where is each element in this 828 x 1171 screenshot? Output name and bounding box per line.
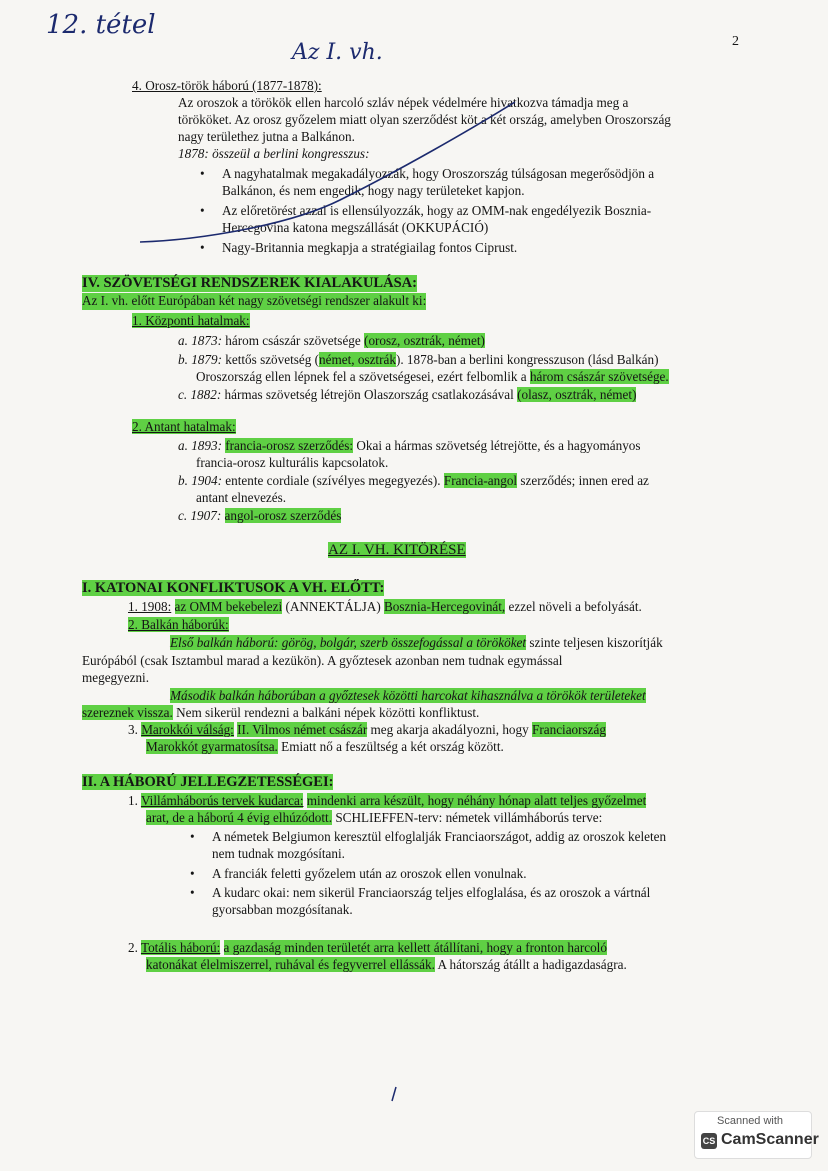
s-i-l1 <box>128 599 642 616</box>
s-i-l2a-hl: Első balkán háború: görög, bolgár, szerb összefogással a törököket <box>170 635 527 650</box>
s-i-heading <box>82 580 384 597</box>
c2a-text: Okai a hármas szövetség létrejötte, és a hagyományos <box>356 438 641 453</box>
s4-bullet2b: Hercegovina katona megszállását (OKKUPÁCIÓ) <box>222 220 489 235</box>
c1b-hl: német, osztrák <box>319 352 396 367</box>
s-i-l2b-hl: Második balkán háborúban a győztesek közötti harcokat kihasználva a törökök területeket <box>170 688 646 703</box>
c2a-year: a. 1893: <box>178 438 222 453</box>
main-title-text: AZ I. VH. KITÖRÉSE <box>328 542 466 558</box>
s-ii-b1b: nem tudnak mozgósítani. <box>212 846 345 861</box>
s-i-l1-hl1: az OMM bekebelezi <box>174 599 283 614</box>
c1a-hl: (orosz, osztrák, német) <box>364 333 485 348</box>
c2c-year: c. 1907: <box>178 508 222 523</box>
c2c-hl: angol-orosz szerződés <box>224 508 342 523</box>
s4-bullet2a: • Az előretörést azzal is ellensúlyozzák, hogy az OMM-nak engedélyezik Bosznia- <box>222 203 651 220</box>
c1a-text: három császár szövetsége <box>225 333 361 348</box>
s-iv-c1-label: 1. Központi hatalmak: <box>132 313 250 328</box>
s-iv-c2c <box>178 508 341 525</box>
handwritten-mark <box>388 1086 400 1102</box>
c1b-pre: kettős szövetség ( <box>225 352 320 367</box>
s-iv-c2-label: 2. Antant hatalmak: <box>132 419 236 434</box>
s-ii-heading-text: II. A HÁBORÚ JELLEGZETESSÉGEI: <box>82 774 334 790</box>
s-ii-l2b <box>146 957 627 974</box>
s-i-l2b2-post: Nem sikerül rendezni a balkáni népek közötti konfliktust. <box>176 705 480 720</box>
c1c-text: hármas szövetség létrejön Olaszország csatlakozásával <box>224 387 514 402</box>
s-i-l3-hl1: Marokkói válság: <box>141 722 234 737</box>
s-ii-b3b: gyorsabban mozgósítanak. <box>212 902 353 917</box>
s-iv-c2 <box>132 419 236 436</box>
camscanner-logo-icon: CS <box>701 1133 717 1149</box>
handwritten-note-topic: 12. tétel <box>46 10 156 40</box>
s-ii-l2-hl2: a gazdaság minden területét arra kellett átállítani, hogy a fronton harcoló <box>223 940 607 955</box>
c1c-year: c. 1882: <box>178 387 222 402</box>
c1b-post: ). 1878-ban a berlini kongresszuson (lásd Balkán) <box>395 352 659 367</box>
s4-p2: törököket. Az orosz győzelem miatt olyan szerződést köt a két ország, amelyben Oroszország <box>178 112 671 127</box>
s4-bullet1b: Balkánon, és nem engedik, hogy nagy területeket kapjon. <box>222 183 525 198</box>
s-i-l3 <box>128 722 606 739</box>
s-iv-c2b <box>178 473 649 490</box>
s-i-l2 <box>128 617 229 634</box>
c1b-year: b. 1879: <box>178 352 222 367</box>
s-ii-l1 <box>128 793 646 810</box>
s-i-l1-post: ezzel növeli a befolyását. <box>508 599 642 614</box>
s-ii-l1-hl2: mindenki arra készült, hogy néhány hónap alatt teljes győzelmet <box>306 793 647 808</box>
watermark-line2: CamScanner <box>721 1131 819 1148</box>
s-iv-c2a2: francia-orosz kulturális kapcsolatok. <box>196 455 389 470</box>
c1a-year: a. 1873: <box>178 333 222 348</box>
s-i-l2a3: megegyezni. <box>82 670 150 685</box>
s-ii-l1-hl: Villámháborús tervek kudarca: <box>140 793 304 808</box>
s-i-l1-hl2: Bosznia-Hercegovinát, <box>384 599 506 614</box>
page-number: 2 <box>732 34 739 49</box>
s4-p4: 1878: összeül a berlini kongresszus: <box>178 146 370 161</box>
s-ii-b2: • A franciák feletti győzelem után az oroszok ellen vonulnak. <box>212 866 527 883</box>
s-i-l2b <box>170 688 646 705</box>
s-i-l3b-post: Emiatt nő a feszültség a két ország között. <box>281 739 504 754</box>
s4-bullet3: • Nagy-Britannia megkapja a stratégiailag fontos Ciprust. <box>222 240 517 257</box>
s-ii-l1-pre: 1. <box>128 793 138 808</box>
c1b2-hl: három császár szövetsége. <box>529 369 669 384</box>
s-i-heading-text: I. KATONAI KONFLIKTUSOK A VH. ELŐTT: <box>82 580 385 596</box>
s-ii-l1b-post: SCHLIEFFEN-terv: németek villámháborús terve: <box>335 810 603 825</box>
s-i-l3-hl3: Franciaország <box>532 722 606 737</box>
s-i-l3-pre: 3. <box>128 722 138 737</box>
s-ii-l2-pre: 2. <box>128 940 138 955</box>
s-ii-b1a: • A németek Belgiumon keresztül elfoglalják Franciaországot, addig az oroszok keleten <box>212 829 666 846</box>
c1c-hl: (olasz, osztrák, német) <box>517 387 637 402</box>
c1b2-pre: Oroszország ellen lépnek fel a szövetségesei, ezért felbomlik a <box>196 369 527 384</box>
c2b-year: b. 1904: <box>178 473 222 488</box>
s-iv-c2a <box>178 438 641 455</box>
s-iv-c2b2: antant elnevezés. <box>196 490 287 505</box>
s-iv-c1b2 <box>196 369 669 386</box>
s-ii-heading <box>82 774 333 791</box>
camscanner-watermark <box>694 1111 819 1159</box>
c2b-post: szerződés; innen ered az <box>520 473 649 488</box>
s4-p1: Az oroszok a törökök ellen harcoló szláv népek védelmére hivatkozva támadja meg a <box>178 95 629 110</box>
s-i-l2b2-hl: szereznek vissza. <box>82 705 173 720</box>
s-i-l2-text: 2. Balkán háborúk: <box>128 617 229 632</box>
s-i-l1-mid: (ANNEKTÁLJA) <box>285 599 381 614</box>
s-ii-l2b-hl: katonákat élelmiszerrel, ruhával és fegyverrel ellássák. <box>146 957 435 972</box>
s-i-l3-mid: meg akarja akadályozni, hogy <box>370 722 529 737</box>
c2b-text: entente cordiale (szívélyes megegyezés). <box>225 473 441 488</box>
handwritten-note-title: Az I. vh. <box>292 40 383 65</box>
s-i-l2a2: Európából (csak Isztambul marad a kezükön). A győztesek azonban nem tudnak egymással <box>82 653 563 668</box>
s-iv-intro: Az I. vh. előtt Európában két nagy szövetségi rendszer alakult ki: <box>82 293 427 308</box>
s4-p3: nagy területhez jutna a Balkánon. <box>178 129 355 144</box>
watermark-line1: Scanned with <box>717 1115 784 1127</box>
handwritten-strike-line <box>140 90 660 250</box>
s-ii-l2b-post: A hátország átállt a hadigazdaságra. <box>437 957 627 972</box>
s-iv-c1 <box>132 313 250 330</box>
s-iv-c1a <box>178 333 485 350</box>
s-i-l3-hl2: II. Vilmos német császár <box>237 722 368 737</box>
s4-bullet1a: • A nagyhatalmak megakadályozzák, hogy Oroszország túlságosan megerősödjön a <box>222 166 654 183</box>
s-ii-l2-hl: Totális háború: <box>140 940 221 955</box>
s-i-l3b <box>146 739 504 756</box>
s-iv-heading: IV. SZÖVETSÉGI RENDSZEREK KIALAKULÁSA: <box>82 275 417 291</box>
s-i-l3b-hl: Marokkót gyarmatosítsa. <box>146 739 278 754</box>
s4-title: 4. Orosz-török háború (1877-1878): <box>132 78 322 93</box>
main-title <box>328 542 466 559</box>
s-ii-b3a: • A kudarc okai: nem sikerül Franciaország teljes elfoglalása, és az oroszok a vártnál <box>212 885 650 902</box>
s-i-l2a-post: szinte teljesen kiszorítják <box>529 635 663 650</box>
s-ii-l1b <box>146 810 602 827</box>
s-i-l1-pre: 1. 1908: <box>128 599 172 614</box>
s-ii-l2 <box>128 940 607 957</box>
c2b-hl: Francia-angol <box>443 473 518 488</box>
s-iv-c1b <box>178 352 659 369</box>
s-iv-c1c <box>178 387 636 404</box>
s-ii-l1b-hl: arat, de a háború 4 évig elhúzódott. <box>146 810 333 825</box>
s-i-l2b2 <box>82 705 479 722</box>
c2a-hl: francia-orosz szerződés: <box>225 438 354 453</box>
s-i-l2a <box>170 635 663 652</box>
